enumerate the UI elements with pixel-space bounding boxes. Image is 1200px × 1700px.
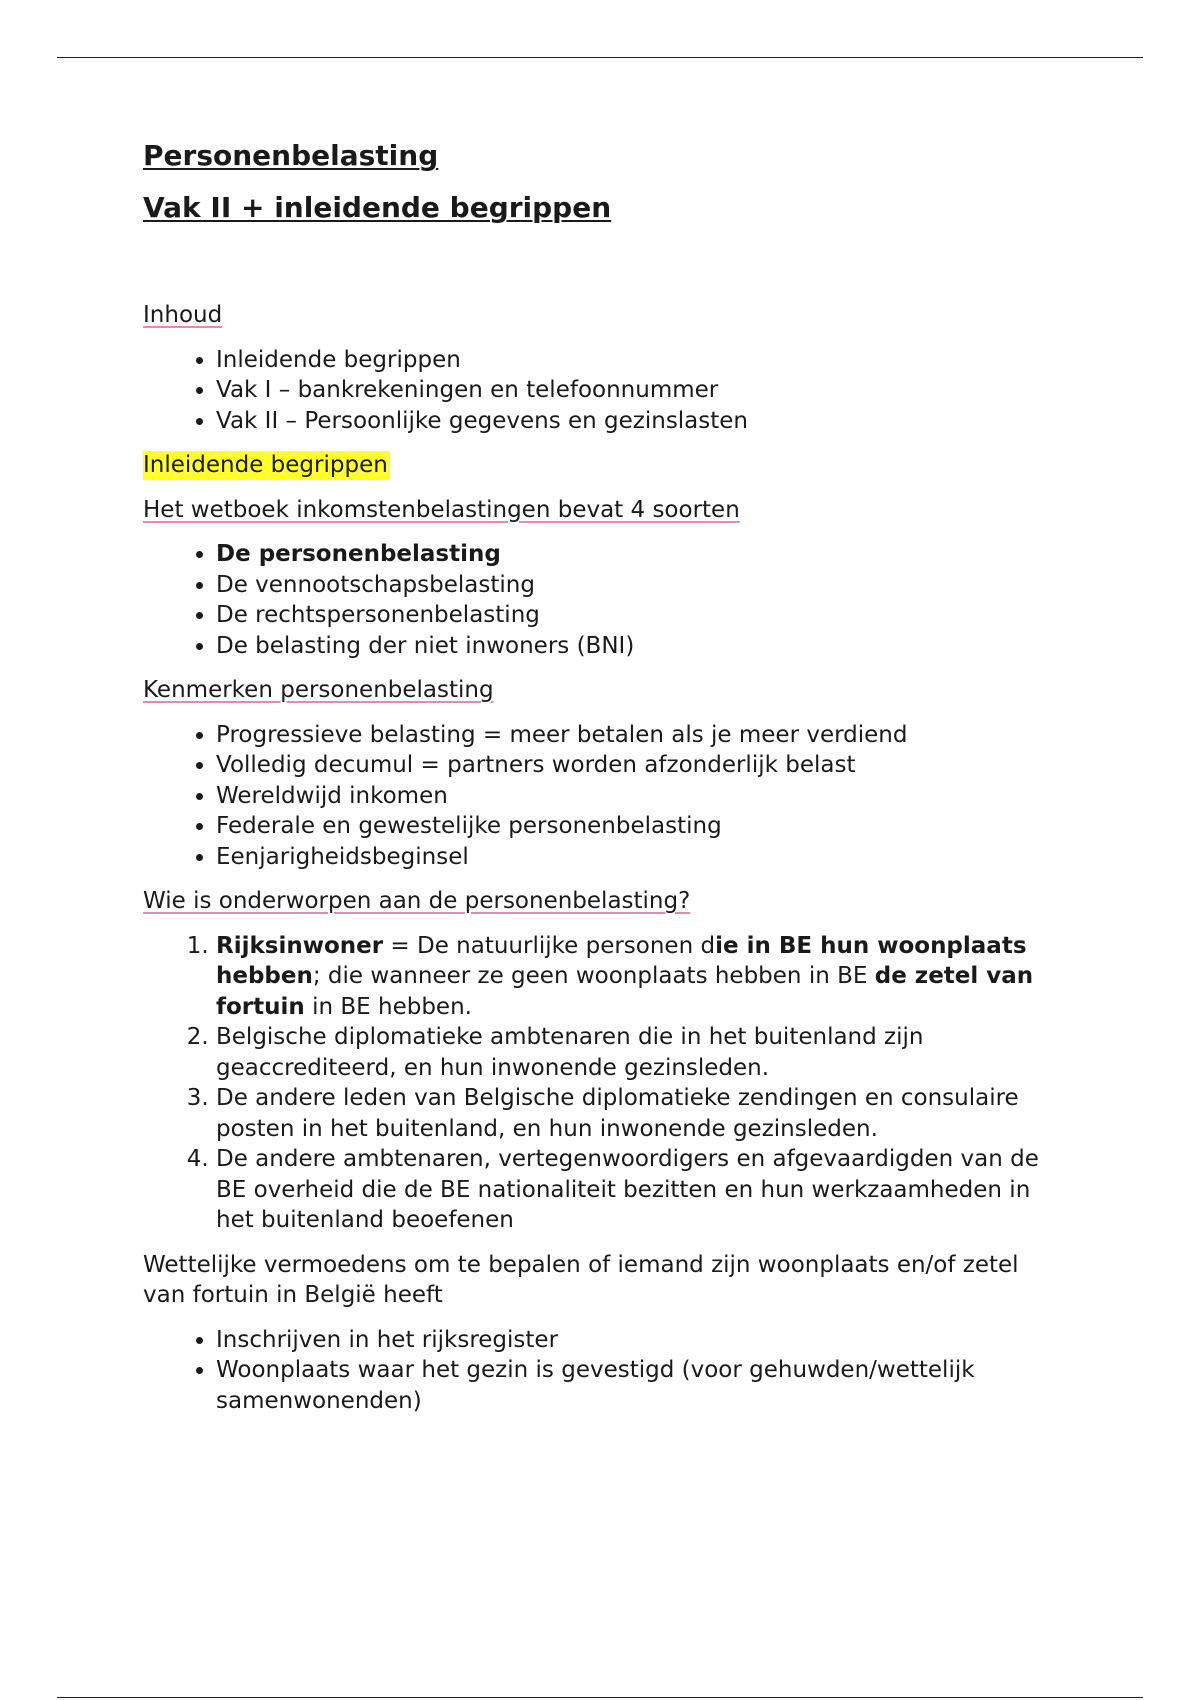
wetboek-heading: Het wetboek inkomstenbelastingen bevat 4 soorten	[143, 496, 740, 523]
list-item: • Federale en gewestelijke personenbelasting	[216, 811, 1063, 842]
list-item: • De vennootschapsbelasting	[216, 570, 1063, 601]
list-item: • De personenbelasting	[216, 539, 1063, 570]
kenmerken-heading: Kenmerken personenbelasting	[143, 677, 494, 703]
toc-item: • Vak II – Persoonlijke gegevens en gezinslasten	[216, 406, 1063, 437]
document-subtitle: Vak II + inleidende begrippen	[143, 191, 612, 224]
vermoedens-text: Wettelijke vermoedens om te bepalen of iemand zijn woonplaats en/of zetel van fortuin in België heeft	[143, 1251, 1019, 1308]
list-item: • Wereldwijd inkomen	[216, 781, 1063, 812]
list-item: 3. De andere leden van Belgische diplomatieke zendingen en consulaire posten in het buitenland, en hun inwonende gezinsleden.	[216, 1083, 1063, 1144]
document-body	[143, 136, 1063, 1416]
toc-list	[143, 345, 1063, 437]
bottom-rule	[57, 1697, 1143, 1698]
list-item: • Progressieve belasting = meer betalen als je meer verdiend	[216, 720, 1063, 751]
vermoedens-list	[143, 1325, 1063, 1417]
intro-heading: Inleidende begrippen	[143, 452, 388, 478]
onderworpen-heading: Wie is onderworpen aan de personenbelasting?	[143, 888, 691, 914]
list-item: 2. Belgische diplomatieke ambtenaren die in het buitenland zijn geaccrediteerd, en hun inwonende gezinsleden.	[216, 1022, 1063, 1083]
list-item: 1. Rijksinwoner = De natuurlijke personen die in BE hun woonplaats hebben; die wanneer ze geen woonplaats hebben in BE de zetel van fortuin in BE hebben.	[216, 931, 1063, 1023]
list-item: • De rechtspersonenbelasting	[216, 600, 1063, 631]
list-item: • De belasting der niet inwoners (BNI)	[216, 631, 1063, 662]
top-rule	[57, 57, 1143, 58]
list-item: • Inschrijven in het rijksregister	[216, 1325, 1063, 1356]
onderworpen-list	[143, 931, 1063, 1236]
document-title: Personenbelasting	[143, 139, 439, 172]
toc-heading: Inhoud	[143, 302, 223, 328]
list-item: • Volledig decumul = partners worden afzonderlijk belast	[216, 750, 1063, 781]
wetboek-list	[143, 539, 1063, 661]
list-item: • Woonplaats waar het gezin is gevestigd (voor gehuwden/wettelijk samenwonenden)	[216, 1355, 1063, 1416]
toc-item: • Inleidende begrippen	[216, 345, 1063, 376]
kenmerken-list	[143, 720, 1063, 873]
list-item: • Eenjarigheidsbeginsel	[216, 842, 1063, 873]
list-item: 4. De andere ambtenaren, vertegenwoordigers en afgevaardigden van de BE overheid die de BE nationaliteit bezitten en hun werkzaamheden in het buitenland beoefenen	[216, 1144, 1063, 1236]
toc-item: • Vak I – bankrekeningen en telefoonnummer	[216, 375, 1063, 406]
